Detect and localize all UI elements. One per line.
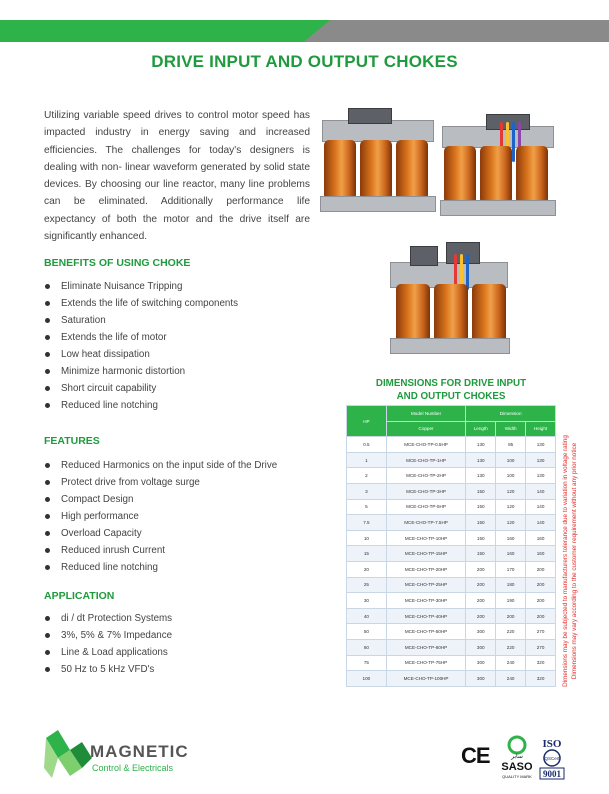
cell-width: 200: [496, 608, 526, 624]
cell-model: MCE-CHO-TP-40HP: [386, 608, 466, 624]
cell-width: 220: [496, 639, 526, 655]
table-row: [347, 608, 556, 624]
ce-mark: CE: [461, 743, 490, 768]
cell-length: 300: [466, 655, 496, 671]
cell-length: 200: [466, 561, 496, 577]
dimensions-table: [346, 405, 556, 687]
list-item: Saturation: [44, 312, 238, 329]
cell-height: 320: [526, 671, 556, 687]
cell-width: 180: [496, 577, 526, 593]
cell-length: 300: [466, 671, 496, 687]
cell-model: MCE-CHO-TP-30HP: [386, 593, 466, 609]
cell-hp: 5: [347, 499, 387, 515]
cell-hp: 7.5: [347, 515, 387, 531]
cell-model: MCE-CHO-TP-3HP: [386, 483, 466, 499]
cell-model: MCE-CHO-TP-0.5HP: [386, 437, 466, 453]
cell-hp: 60: [347, 639, 387, 655]
features-heading: FEATURES: [44, 435, 100, 447]
cell-height: 200: [526, 593, 556, 609]
table-title-line2: AND OUTPUT CHOKES: [396, 391, 506, 402]
choke-image-large: [386, 238, 516, 358]
cell-width: 160: [496, 530, 526, 546]
cell-model: MCE-CHO-TP-20HP: [386, 561, 466, 577]
table-row: [347, 639, 556, 655]
list-item: High performance: [44, 508, 277, 525]
cell-height: 200: [526, 608, 556, 624]
cell-model: MCE-CHO-TP-50HP: [386, 624, 466, 640]
application-list: [44, 610, 172, 678]
cell-height: 140: [526, 515, 556, 531]
list-item: Reduced inrush Current: [44, 542, 277, 559]
cell-height: 140: [526, 483, 556, 499]
cell-hp: 25: [347, 577, 387, 593]
cell-model: MCE-CHO-TP-100HP: [386, 671, 466, 687]
logo-tagline: Control & Electricals: [92, 763, 174, 773]
iso-text: ISO: [542, 738, 562, 750]
cell-length: 200: [466, 593, 496, 609]
cell-width: 240: [496, 655, 526, 671]
application-heading: APPLICATION: [44, 590, 115, 602]
list-item: Line & Load applications: [44, 644, 172, 661]
saso-text: SASO: [501, 761, 533, 773]
list-item: 50 Hz to 5 kHz VFD's: [44, 661, 172, 678]
list-item: Compact Design: [44, 491, 277, 508]
col-length: Length: [466, 421, 496, 437]
table-row: [347, 655, 556, 671]
cell-length: 150: [466, 530, 496, 546]
cell-length: 150: [466, 483, 496, 499]
col-height: Height: [526, 421, 556, 437]
table-row: [347, 468, 556, 484]
cell-model: MCE-CHO-TP-2HP: [386, 468, 466, 484]
cell-length: 300: [466, 624, 496, 640]
list-item: Extends the life of switching components: [44, 295, 238, 312]
cell-hp: 15: [347, 546, 387, 562]
list-item: Overload Capacity: [44, 525, 277, 542]
cell-model: MCE-CHO-TP-1HP: [386, 452, 466, 468]
cell-hp: 20: [347, 561, 387, 577]
col-dimension: Dimension: [466, 406, 556, 422]
choke-image-single: [320, 108, 440, 218]
table-row: [347, 530, 556, 546]
table-row: [347, 624, 556, 640]
cell-width: 170: [496, 561, 526, 577]
table-body: [347, 437, 556, 687]
cell-model: MCE-CHO-TP-60HP: [386, 639, 466, 655]
cell-width: 120: [496, 499, 526, 515]
choke-image-wired: [440, 112, 558, 220]
cell-height: 320: [526, 655, 556, 671]
cell-width: 220: [496, 624, 526, 640]
side-note-line2: Dimensions may vary according to the customer requirement without any prior notice: [571, 442, 578, 680]
cell-model: MCE-CHO-TP-7.5HP: [386, 515, 466, 531]
table-title: [346, 377, 556, 403]
cell-height: 200: [526, 577, 556, 593]
table-row: [347, 437, 556, 453]
cell-width: 85: [496, 437, 526, 453]
header-bar-green: [0, 20, 330, 42]
header-bar-grey: [300, 20, 609, 42]
table-row: [347, 452, 556, 468]
cell-length: 130: [466, 437, 496, 453]
cell-height: 140: [526, 499, 556, 515]
cell-height: 130: [526, 468, 556, 484]
side-note: [556, 405, 584, 717]
saso-sub: QUALITY MARK: [502, 774, 532, 779]
cell-height: 270: [526, 639, 556, 655]
cell-hp: 1: [347, 452, 387, 468]
col-width: Width: [496, 421, 526, 437]
cell-hp: 3: [347, 483, 387, 499]
iso-ring: QSCert: [544, 756, 560, 761]
cell-hp: 75: [347, 655, 387, 671]
table-row: [347, 499, 556, 515]
list-item: Extends the life of motor: [44, 329, 238, 346]
table-row: [347, 515, 556, 531]
iso-number: 9001: [543, 769, 561, 779]
table-title-line1: DIMENSIONS FOR DRIVE INPUT: [375, 378, 527, 389]
list-item: Protect drive from voltage surge: [44, 474, 277, 491]
cell-width: 120: [496, 483, 526, 499]
cell-length: 150: [466, 499, 496, 515]
cell-model: MCE-CHO-TP-15HP: [386, 546, 466, 562]
cell-width: 120: [496, 515, 526, 531]
cell-model: MCE-CHO-TP-75HP: [386, 655, 466, 671]
cell-width: 160: [496, 546, 526, 562]
cell-model: MCE-CHO-TP-5HP: [386, 499, 466, 515]
col-copper: Copper: [386, 421, 466, 437]
iso-9001-mark: [537, 735, 567, 781]
cell-width: 240: [496, 671, 526, 687]
cell-height: 160: [526, 546, 556, 562]
cell-hp: 100: [347, 671, 387, 687]
list-item: 3%, 5% & 7% Impedance: [44, 627, 172, 644]
table-row: [347, 577, 556, 593]
intro-paragraph: Utilizing variable speed drives to control motor speed has impacted industry in energy saving and increased efficiencies. The challenges for today's designers is dealing with non- linear waveform generated by solid state devices. By choosing our line reactor, many line problems can be eliminated. Additionally performance life expectancy of both the motor and the drive itself are significantly enhanced.: [44, 110, 310, 243]
cell-hp: 2: [347, 468, 387, 484]
saso-quality-mark: [498, 735, 536, 781]
page-title: DRIVE INPUT AND OUTPUT CHOKES: [151, 52, 458, 71]
table-row: [347, 671, 556, 687]
cell-length: 300: [466, 639, 496, 655]
logo-name: MAGNETIC: [90, 742, 189, 761]
cell-height: 160: [526, 530, 556, 546]
cell-width: 190: [496, 593, 526, 609]
table-row: [347, 561, 556, 577]
cell-model: MCE-CHO-TP-10HP: [386, 530, 466, 546]
list-item: Reduced Harmonics on the input side of the Drive: [44, 457, 277, 474]
cell-width: 100: [496, 468, 526, 484]
cell-height: 200: [526, 561, 556, 577]
magnetic-logo: [44, 728, 94, 782]
benefits-heading: BENEFITS OF USING CHOKE: [44, 257, 191, 269]
cell-length: 200: [466, 577, 496, 593]
list-item: Reduced line notching: [44, 559, 277, 576]
cell-length: 200: [466, 608, 496, 624]
cell-width: 100: [496, 452, 526, 468]
header-bar: [0, 20, 609, 42]
list-item: Eliminate Nuisance Tripping: [44, 278, 238, 295]
saso-arabic: سابر: [511, 753, 523, 760]
cell-hp: 30: [347, 593, 387, 609]
list-item: Minimize harmonic distortion: [44, 363, 238, 380]
list-item: Short circuit capability: [44, 380, 238, 397]
features-list: [44, 457, 277, 576]
cell-length: 150: [466, 546, 496, 562]
col-model: Model Number: [386, 406, 466, 422]
table-row: [347, 546, 556, 562]
table-row: [347, 483, 556, 499]
table-row: [347, 593, 556, 609]
list-item: Reduced line notching: [44, 397, 238, 414]
cell-height: 130: [526, 452, 556, 468]
side-note-line1: Dimensions may be subjected to manufacturers tolerance due to variation in voltage rating: [562, 435, 569, 687]
benefits-list: [44, 278, 238, 414]
col-hp: HP: [347, 406, 387, 437]
cell-height: 130: [526, 437, 556, 453]
cell-hp: 10: [347, 530, 387, 546]
list-item: di / dt Protection Systems: [44, 610, 172, 627]
cell-length: 130: [466, 468, 496, 484]
cell-height: 270: [526, 624, 556, 640]
cell-hp: 0.5: [347, 437, 387, 453]
cell-model: MCE-CHO-TP-25HP: [386, 577, 466, 593]
cell-hp: 40: [347, 608, 387, 624]
cell-hp: 50: [347, 624, 387, 640]
cell-length: 150: [466, 515, 496, 531]
list-item: Low heat dissipation: [44, 346, 238, 363]
cell-length: 130: [466, 452, 496, 468]
